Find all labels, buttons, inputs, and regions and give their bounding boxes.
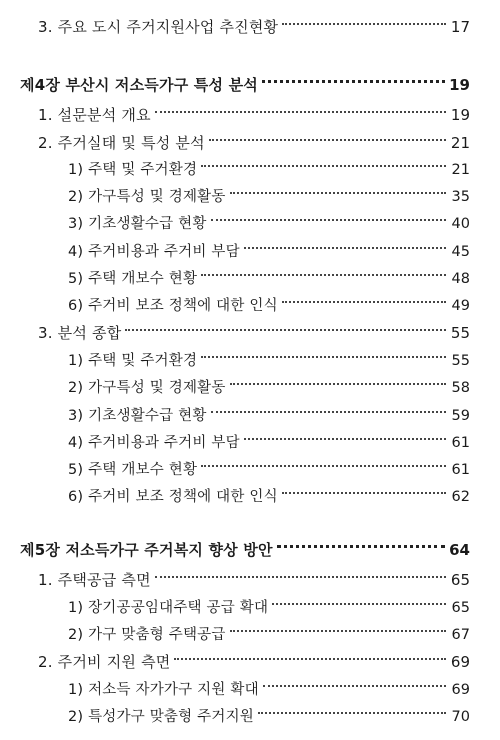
toc-entry-page-number: 65: [450, 571, 470, 589]
toc-item-entry[interactable]: [68, 204, 470, 232]
toc-entry-title: 3. 분석 종합: [38, 324, 122, 342]
toc-entry-title: 2) 가구특성 및 경제활동: [68, 189, 226, 205]
dot-leader: [282, 286, 446, 310]
dot-leader: [155, 561, 446, 585]
dot-leader: [211, 396, 446, 420]
toc-entry-page-number: 70: [451, 709, 470, 725]
toc-entry-title: 1) 저소득 자가가구 지원 확대: [68, 682, 259, 698]
toc-item-entry[interactable]: [68, 697, 470, 725]
toc-item-entry[interactable]: [68, 368, 470, 396]
toc-entry-title: 1) 주택 및 주거환경: [68, 353, 198, 369]
toc-item-entry[interactable]: [68, 396, 470, 424]
toc-entry-title: 5) 주택 개보수 현황: [68, 462, 198, 478]
toc-entry-page-number: 35: [451, 189, 470, 205]
toc-entry-title: 제4장 부산시 저소득가구 특성 분석: [20, 76, 258, 94]
toc-entry-page-number: 48: [451, 271, 470, 287]
toc-item-entry[interactable]: [68, 232, 470, 260]
dot-leader: [230, 615, 446, 639]
toc-section-entry[interactable]: [38, 96, 470, 124]
toc-entry-title: 1. 설문분석 개요: [38, 106, 151, 124]
dot-leader: [201, 341, 446, 365]
toc-entry-title: 4) 주거비용과 주거비 부담: [68, 435, 240, 451]
toc-entry-page-number: 67: [451, 627, 470, 643]
toc-entry-page-number: 59: [451, 408, 470, 424]
toc-entry-page-number: 21: [451, 162, 470, 178]
dot-leader: [201, 450, 446, 474]
toc-chapter-entry[interactable]: [20, 66, 470, 94]
toc-item-entry[interactable]: [68, 150, 470, 178]
dot-leader: [258, 697, 446, 721]
toc-entry-page-number: 61: [451, 435, 470, 451]
toc-entry-title: 2) 특성가구 맞춤형 주거지원: [68, 709, 254, 725]
dot-leader: [174, 643, 446, 667]
dot-leader: [244, 423, 446, 447]
toc-entry-title: 3. 주요 도시 주거지원사업 추진현황: [38, 18, 279, 36]
toc-entry-title: 2) 가구 맞춤형 주택공급: [68, 627, 226, 643]
dot-leader: [201, 150, 446, 174]
toc-entry-page-number: 64: [449, 541, 470, 559]
toc-item-entry[interactable]: [68, 450, 470, 478]
toc-item-entry[interactable]: [68, 259, 470, 287]
toc-chapter-entry[interactable]: [20, 531, 470, 559]
dot-leader: [230, 368, 446, 392]
dot-leader: [125, 314, 446, 338]
toc-entry-title: 4) 주거비용과 주거비 부담: [68, 244, 240, 260]
toc-entry-page-number: 69: [451, 682, 470, 698]
toc-section-entry[interactable]: [38, 124, 470, 152]
dot-leader: [272, 588, 446, 612]
toc-entry-title: 2) 가구특성 및 경제활동: [68, 380, 226, 396]
dot-leader: [211, 204, 446, 228]
toc-entry-page-number: 55: [450, 324, 470, 342]
dot-leader: [230, 177, 446, 201]
toc-entry-title: 1) 주택 및 주거환경: [68, 162, 198, 178]
toc-entry-page-number: 19: [449, 76, 470, 94]
dot-leader: [155, 96, 446, 120]
dot-leader: [282, 8, 446, 32]
toc-entry-title: 6) 주거비 보조 정책에 대한 인식: [68, 489, 278, 505]
toc-item-entry[interactable]: [68, 588, 470, 616]
dot-leader: [277, 531, 445, 555]
toc-item-entry[interactable]: [68, 341, 470, 369]
dot-leader: [282, 477, 446, 501]
toc-entry-title: 1) 장기공공임대주택 공급 확대: [68, 600, 269, 616]
toc-entry-title: 2. 주거비 지원 측면: [38, 653, 171, 671]
dot-leader: [201, 259, 446, 283]
toc-item-entry[interactable]: [68, 670, 470, 698]
toc-entry-page-number: 65: [451, 600, 470, 616]
toc-section-entry[interactable]: [38, 8, 470, 36]
toc-section-entry[interactable]: [38, 314, 470, 342]
dot-leader: [244, 232, 446, 256]
toc-section-entry[interactable]: [38, 643, 470, 671]
toc-entry-title: 3) 기초생활수급 현황: [68, 216, 207, 232]
toc-entry-page-number: 45: [451, 244, 470, 260]
toc-section-entry[interactable]: [38, 561, 470, 589]
toc-entry-page-number: 21: [450, 134, 470, 152]
dot-leader: [262, 66, 445, 90]
toc-entry-page-number: 49: [451, 298, 470, 314]
toc-item-entry[interactable]: [68, 477, 470, 505]
toc-entry-page-number: 17: [450, 18, 470, 36]
dot-leader: [263, 670, 446, 694]
toc-entry-page-number: 58: [451, 380, 470, 396]
toc-entry-page-number: 69: [450, 653, 470, 671]
toc-item-entry[interactable]: [68, 177, 470, 205]
toc-entry-title: 6) 주거비 보조 정책에 대한 인식: [68, 298, 278, 314]
toc-entry-page-number: 61: [451, 462, 470, 478]
toc-item-entry[interactable]: [68, 423, 470, 451]
toc-entry-title: 5) 주택 개보수 현황: [68, 271, 198, 287]
toc-item-entry[interactable]: [68, 286, 470, 314]
toc-entry-title: 제5장 저소득가구 주거복지 향상 방안: [20, 541, 273, 559]
toc-entry-page-number: 62: [451, 489, 470, 505]
dot-leader: [209, 124, 446, 148]
toc-entry-title: 2. 주거실태 및 특성 분석: [38, 134, 205, 152]
toc-entry-title: 3) 기초생활수급 현황: [68, 408, 207, 424]
toc-entry-page-number: 40: [451, 216, 470, 232]
toc-entry-title: 1. 주택공급 측면: [38, 571, 151, 589]
toc-entry-page-number: 19: [450, 106, 470, 124]
toc-item-entry[interactable]: [68, 615, 470, 643]
toc-entry-page-number: 55: [451, 353, 470, 369]
